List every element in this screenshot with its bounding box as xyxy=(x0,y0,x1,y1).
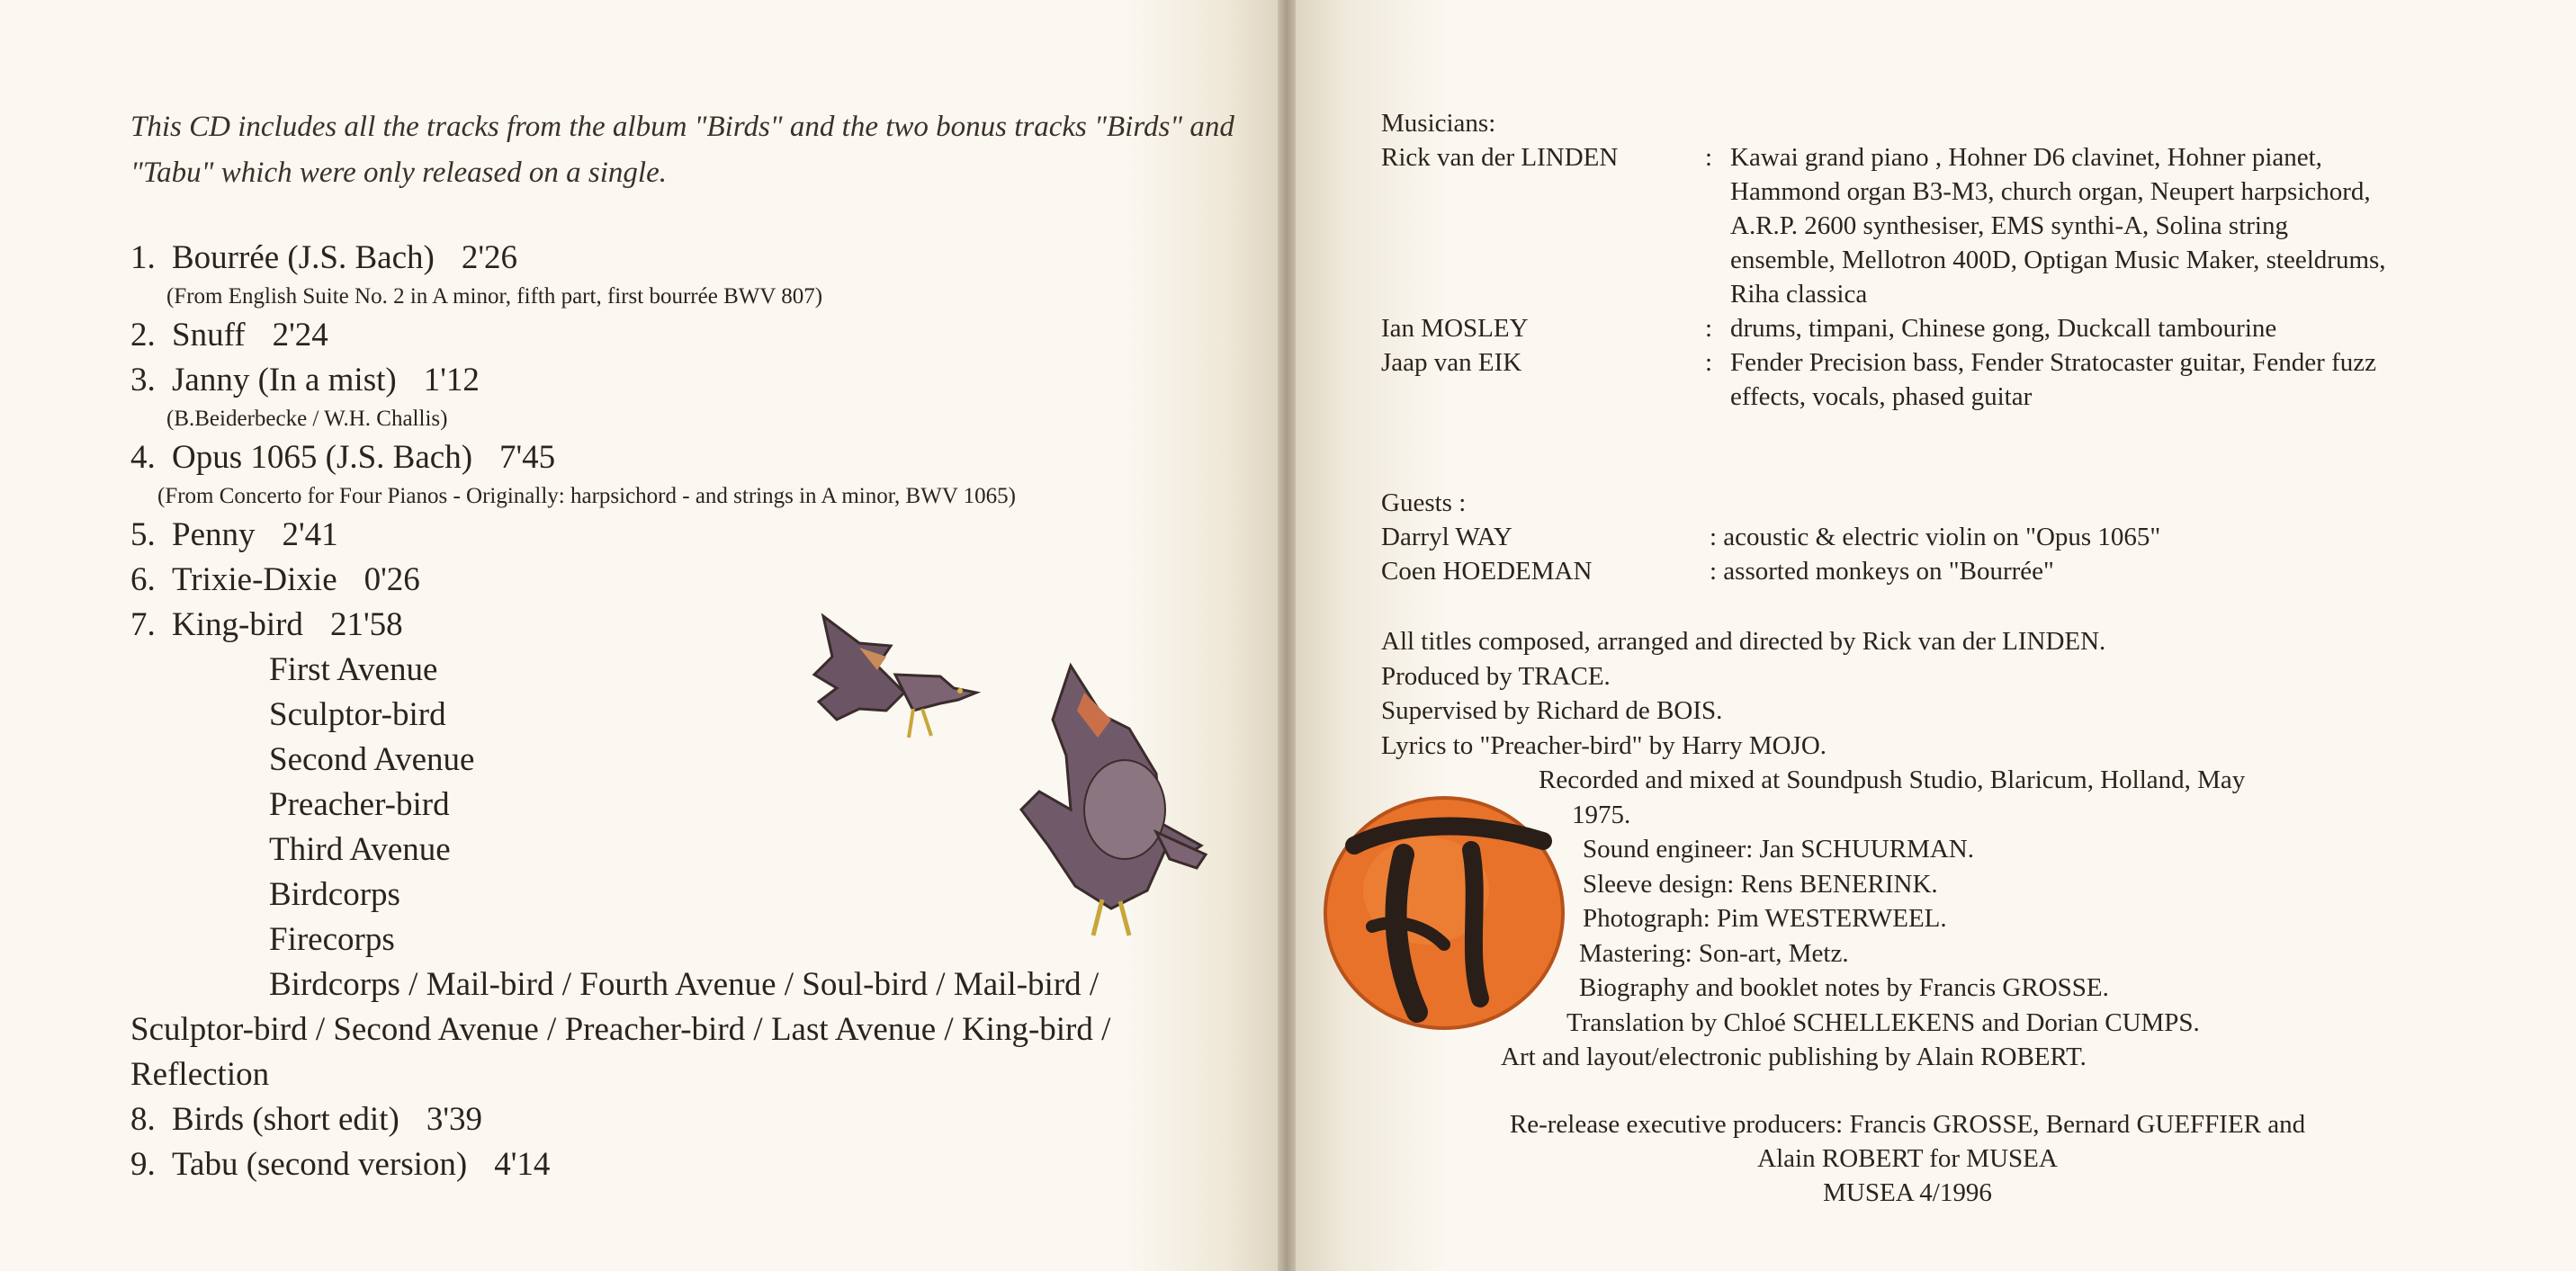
track-note: (From English Suite No. 2 in A minor, fifth part, first bourrée BWV 807) xyxy=(166,284,823,309)
left-booklet-page xyxy=(0,0,1278,1271)
track-duration: 7'45 xyxy=(499,439,556,476)
musician-role: Kawai grand piano , Hohner D6 clavinet, Hohner pianet, Hammond organ B3-M3, church organ, Neupert harpsichord, A.R.P. 2600 synthesiser, EMS synthi-A, Solina string ensemble, Mellotron 400D, Optigan Music Maker, steeldrums, Riha classica xyxy=(1730,143,2386,309)
track-9 xyxy=(130,1142,1210,1187)
track-title: Birds (short edit) xyxy=(172,1101,399,1138)
track-title: Opus 1065 (J.S. Bach) xyxy=(172,439,473,476)
guest-row xyxy=(1381,554,2506,588)
track-number: 9. xyxy=(130,1146,156,1183)
track-duration: 21'58 xyxy=(329,606,403,643)
credit-line: Lyrics to "Preacher-bird" by Harry MOJO. xyxy=(1381,730,1827,760)
musician-name: Jaap van EIK xyxy=(1381,348,1522,377)
track-4 xyxy=(130,435,1210,513)
guests-heading: Guests : xyxy=(1381,488,1467,517)
kingbird-part: Third Avenue xyxy=(269,831,451,868)
credit-line: Supervised by Richard de BOIS. xyxy=(1381,696,1723,725)
track-title: Snuff xyxy=(172,317,246,354)
track-title: Tabu (second version) xyxy=(172,1146,468,1183)
track-number: 4. xyxy=(130,439,156,476)
musician-row xyxy=(1381,345,2506,414)
track-number: 1. xyxy=(130,239,156,276)
track-8 xyxy=(130,1097,1210,1142)
track-number: 2. xyxy=(130,317,156,354)
track-title: Bourrée (J.S. Bach) xyxy=(172,239,435,276)
kingbird-medley: Birdcorps / Mail-bird / Fourth Avenue / Soul-bird / Mail-bird / Sculptor-bird / Second Avenue / Preacher-bird / Last Avenue / King-bird / Reflection xyxy=(130,966,1111,1093)
credit-line: Translation by Chloé SCHELLEKENS and Dorian CUMPS. xyxy=(1566,1007,2200,1037)
track-number: 7. xyxy=(130,606,156,643)
rerelease-line: Alain ROBERT for MUSEA xyxy=(1757,1144,2058,1173)
trace-logo-icon xyxy=(1318,792,1570,1034)
credit-line: Recorded and mixed at Soundpush Studio, Blaricum, Holland, May xyxy=(1539,765,2246,794)
kingbird-part: First Avenue xyxy=(269,651,438,688)
credit-line: Sound engineer: Jan SCHUURMAN. xyxy=(1583,835,1974,864)
track-title: King-bird xyxy=(172,606,303,643)
credit-line: Mastering: Son-art, Metz. xyxy=(1579,938,1849,968)
musician-role: drums, timpani, Chinese gong, Duckcall tambourine xyxy=(1730,314,2277,343)
kingbird-part: Birdcorps xyxy=(269,876,400,913)
musicians-heading: Musicians: xyxy=(1381,109,1496,138)
track-number: 3. xyxy=(130,362,156,398)
musician-role: Fender Precision bass, Fender Stratocaster guitar, Fender fuzz effects, vocals, phased guitar xyxy=(1730,348,2376,411)
musician-row xyxy=(1381,311,2506,345)
kingbird-part: Sculptor-bird xyxy=(269,696,446,733)
credit-line: Sleeve design: Rens BENERINK. xyxy=(1583,869,1938,899)
track-title: Penny xyxy=(172,516,256,553)
credit-line: Photograph: Pim WESTERWEEL. xyxy=(1583,904,1947,933)
kingbird-part: Second Avenue xyxy=(269,741,475,778)
intro-text: This CD includes all the tracks from the album "Birds" and the two bonus tracks "Birds" and "Tabu" which were only released on a single. xyxy=(130,111,1234,189)
track-duration: 1'12 xyxy=(423,362,480,398)
guests-section xyxy=(1381,486,2506,588)
birds-illustration xyxy=(805,603,1255,944)
track-number: 6. xyxy=(130,561,156,598)
track-3 xyxy=(130,358,1210,435)
credit-line: Art and layout/electronic publishing by Alain ROBERT. xyxy=(1501,1043,2087,1071)
guest-name: Darryl WAY xyxy=(1381,523,1512,551)
guest-name: Coen HOEDEMAN xyxy=(1381,557,1593,586)
track-title: Trixie-Dixie xyxy=(172,561,337,598)
kingbird-part: Firecorps xyxy=(269,921,395,958)
small-bird-icon xyxy=(814,616,976,738)
separator: : xyxy=(1705,314,1713,343)
musician-name: Rick van der LINDEN xyxy=(1381,143,1619,172)
guest-row xyxy=(1381,520,2506,554)
booklet-spine xyxy=(1278,0,1296,1271)
credit-line: All titles composed, arranged and directed by Rick van der LINDEN. xyxy=(1381,627,2106,656)
track-duration: 2'24 xyxy=(272,317,328,354)
kingbird-part: Preacher-bird xyxy=(269,786,450,823)
guest-role: : assorted monkeys on "Bourrée" xyxy=(1710,557,2054,586)
credit-line: Biography and booklet notes by Francis GROSSE. xyxy=(1579,973,2109,1002)
track-number: 8. xyxy=(130,1101,156,1138)
catalog-number: MUSEA 4/1996 xyxy=(1823,1178,1992,1207)
track-title: Janny (In a mist) xyxy=(172,362,397,398)
musician-name: Ian MOSLEY xyxy=(1381,314,1529,343)
rerelease-section xyxy=(1431,1107,2384,1210)
credit-line: 1975. xyxy=(1572,800,1631,829)
track-duration: 4'14 xyxy=(494,1146,551,1183)
track-note: (B.Beiderbecke / W.H. Challis) xyxy=(166,407,448,431)
track-duration: 3'39 xyxy=(426,1101,482,1138)
separator: : xyxy=(1705,143,1713,172)
track-note: (From Concerto for Four Pianos - Originally: harpsichord - and strings in A minor, BWV 1065) xyxy=(157,484,1016,508)
large-bird-icon xyxy=(1021,666,1206,935)
guest-role: : acoustic & electric violin on "Opus 1065" xyxy=(1710,523,2161,551)
credit-line: Produced by TRACE. xyxy=(1381,661,1611,691)
track-number: 5. xyxy=(130,516,156,553)
track-duration: 2'41 xyxy=(282,516,338,553)
musician-row xyxy=(1381,140,2506,311)
track-6 xyxy=(130,558,1210,603)
track-duration: 2'26 xyxy=(461,239,517,276)
track-2 xyxy=(130,313,1210,358)
musicians-section xyxy=(1381,106,2506,414)
track-5 xyxy=(130,513,1210,558)
track-duration: 0'26 xyxy=(364,561,420,598)
rerelease-line: Re-release executive producers: Francis GROSSE, Bernard GUEFFIER and xyxy=(1509,1110,2306,1139)
separator: : xyxy=(1705,348,1713,377)
track-1 xyxy=(130,236,1210,313)
